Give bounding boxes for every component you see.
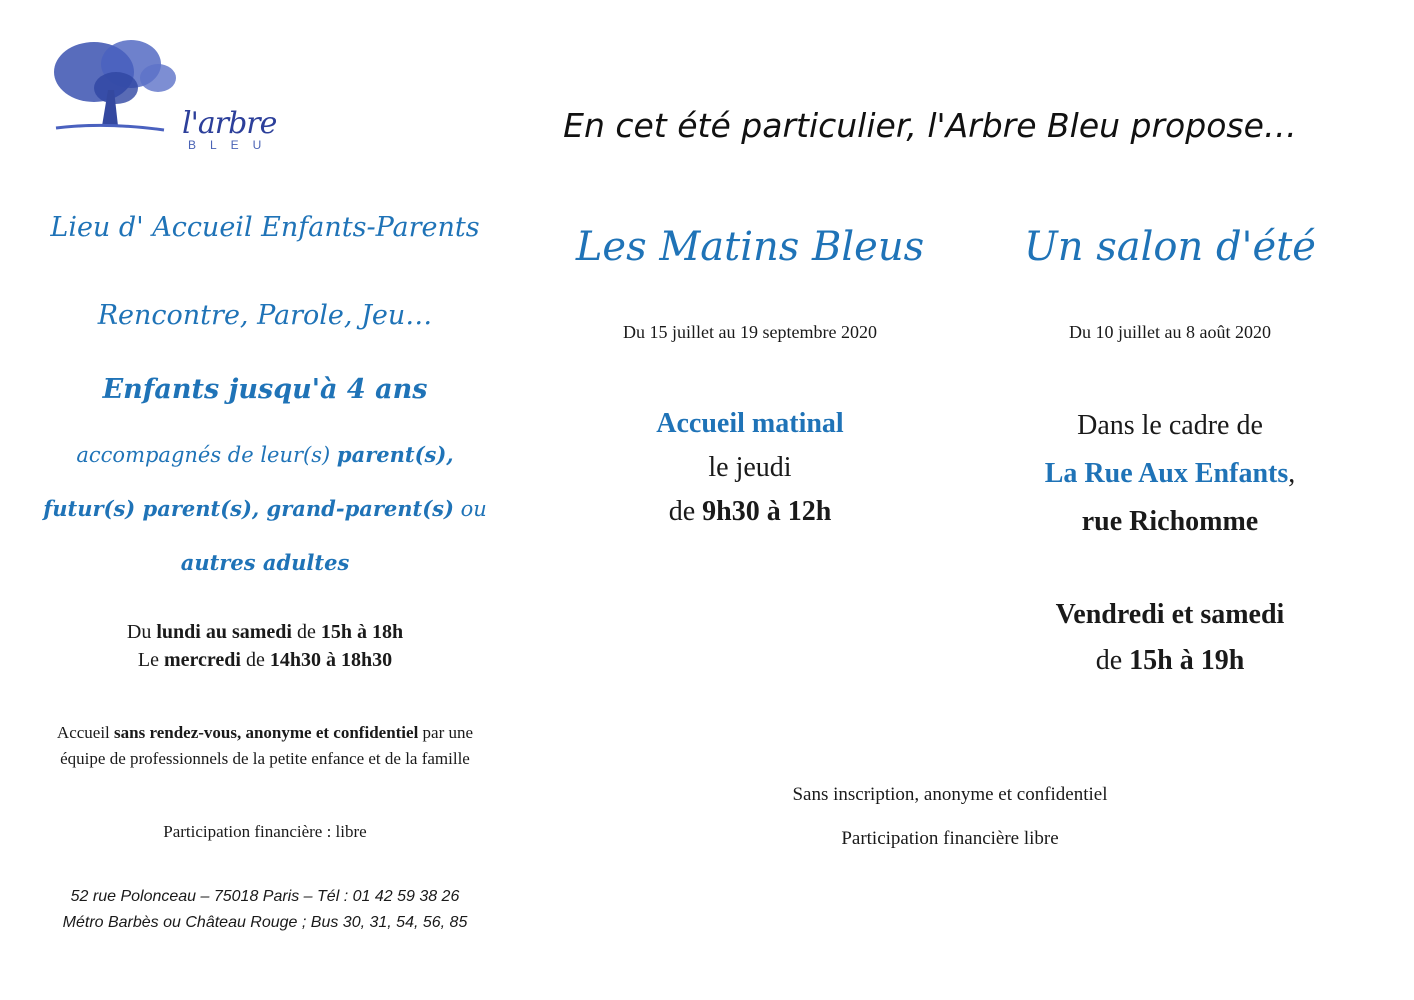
left-welcome — [40, 720, 490, 772]
hours2-d: 14h30 à 18h30 — [269, 649, 393, 671]
welcome-a: Accueil — [56, 723, 115, 742]
address-line2: Métro Barbès ou Château Rouge ; Bus 30, 31, 54, 56, 85 — [62, 914, 468, 931]
kids-line2-text: ou — [453, 497, 487, 521]
footer-line2: Participation financière libre — [841, 828, 1059, 849]
logo-subtitle: BLEU — [188, 138, 276, 152]
left-hours — [40, 618, 490, 674]
left-fee: Participation financière : libre — [163, 822, 367, 841]
hours1-b: lundi au samedi — [156, 621, 292, 643]
headline: En cet été particulier, l'Arbre Bleu propose… — [563, 106, 1297, 145]
logo — [46, 30, 276, 160]
hours2-a: Le — [137, 649, 164, 671]
left-kids-heading: Enfants jusqu'à 4 ans — [102, 374, 428, 405]
hours2-c: de — [240, 649, 270, 671]
left-kids-detail — [40, 428, 490, 590]
left-address — [40, 884, 490, 936]
matins-body — [540, 402, 960, 534]
matins-line1: Accueil matinal — [656, 408, 844, 439]
salon-line2-comma: , — [1288, 458, 1296, 489]
hours1-c: de — [291, 621, 321, 643]
salon-title: Un salon d'été — [1024, 224, 1316, 270]
kids-line1-bold: parent(s), — [336, 442, 454, 467]
hours1-a: Du — [126, 621, 157, 643]
tree-logo-icon — [46, 30, 186, 140]
salon-dates: Du 10 juillet au 8 août 2020 — [1069, 322, 1271, 342]
kids-line2-bold: futur(s) parent(s), grand-parent(s) — [43, 496, 454, 521]
salon-line1: Dans le cadre de — [1077, 410, 1263, 441]
salon-days2-b: 15h à 19h — [1129, 645, 1245, 676]
matins-title: Les Matins Bleus — [575, 224, 925, 270]
left-tagline: Rencontre, Parole, Jeu… — [97, 300, 433, 331]
kids-line3: autres adultes — [180, 550, 350, 575]
salon-days — [960, 592, 1380, 684]
matins-line3-a: de — [668, 496, 703, 527]
hours2-b: mercredi — [163, 649, 241, 671]
matins-dates: Du 15 juillet au 19 septembre 2020 — [623, 322, 877, 342]
logo-wordmark: l'arbre — [182, 106, 277, 141]
matins-line2: le jeudi — [708, 452, 792, 483]
salon-days2-a: de — [1095, 645, 1130, 676]
welcome-b: sans rendez-vous, anonyme et confidentiel — [114, 723, 419, 742]
kids-line1-text: accompagnés de leur(s) — [76, 443, 337, 467]
address-line1: 52 rue Polonceau – 75018 Paris – Tél : 01 42 59 38 26 — [70, 888, 460, 905]
salon-body — [960, 402, 1380, 546]
matins-line3-b: 9h30 à 12h — [702, 496, 832, 527]
welcome-c: par une équipe de professionnels de la petite enfance et de la famille — [60, 723, 474, 768]
left-title: Lieu d' Accueil Enfants-Parents — [50, 212, 480, 243]
footer-line1: Sans inscription, anonyme et confidentiel — [792, 784, 1108, 805]
hours1-d: 15h à 18h — [320, 621, 404, 643]
salon-line2: La Rue Aux Enfants — [1044, 458, 1289, 489]
salon-line3: rue Richomme — [1081, 506, 1259, 537]
salon-days1: Vendredi et samedi — [1055, 599, 1285, 630]
